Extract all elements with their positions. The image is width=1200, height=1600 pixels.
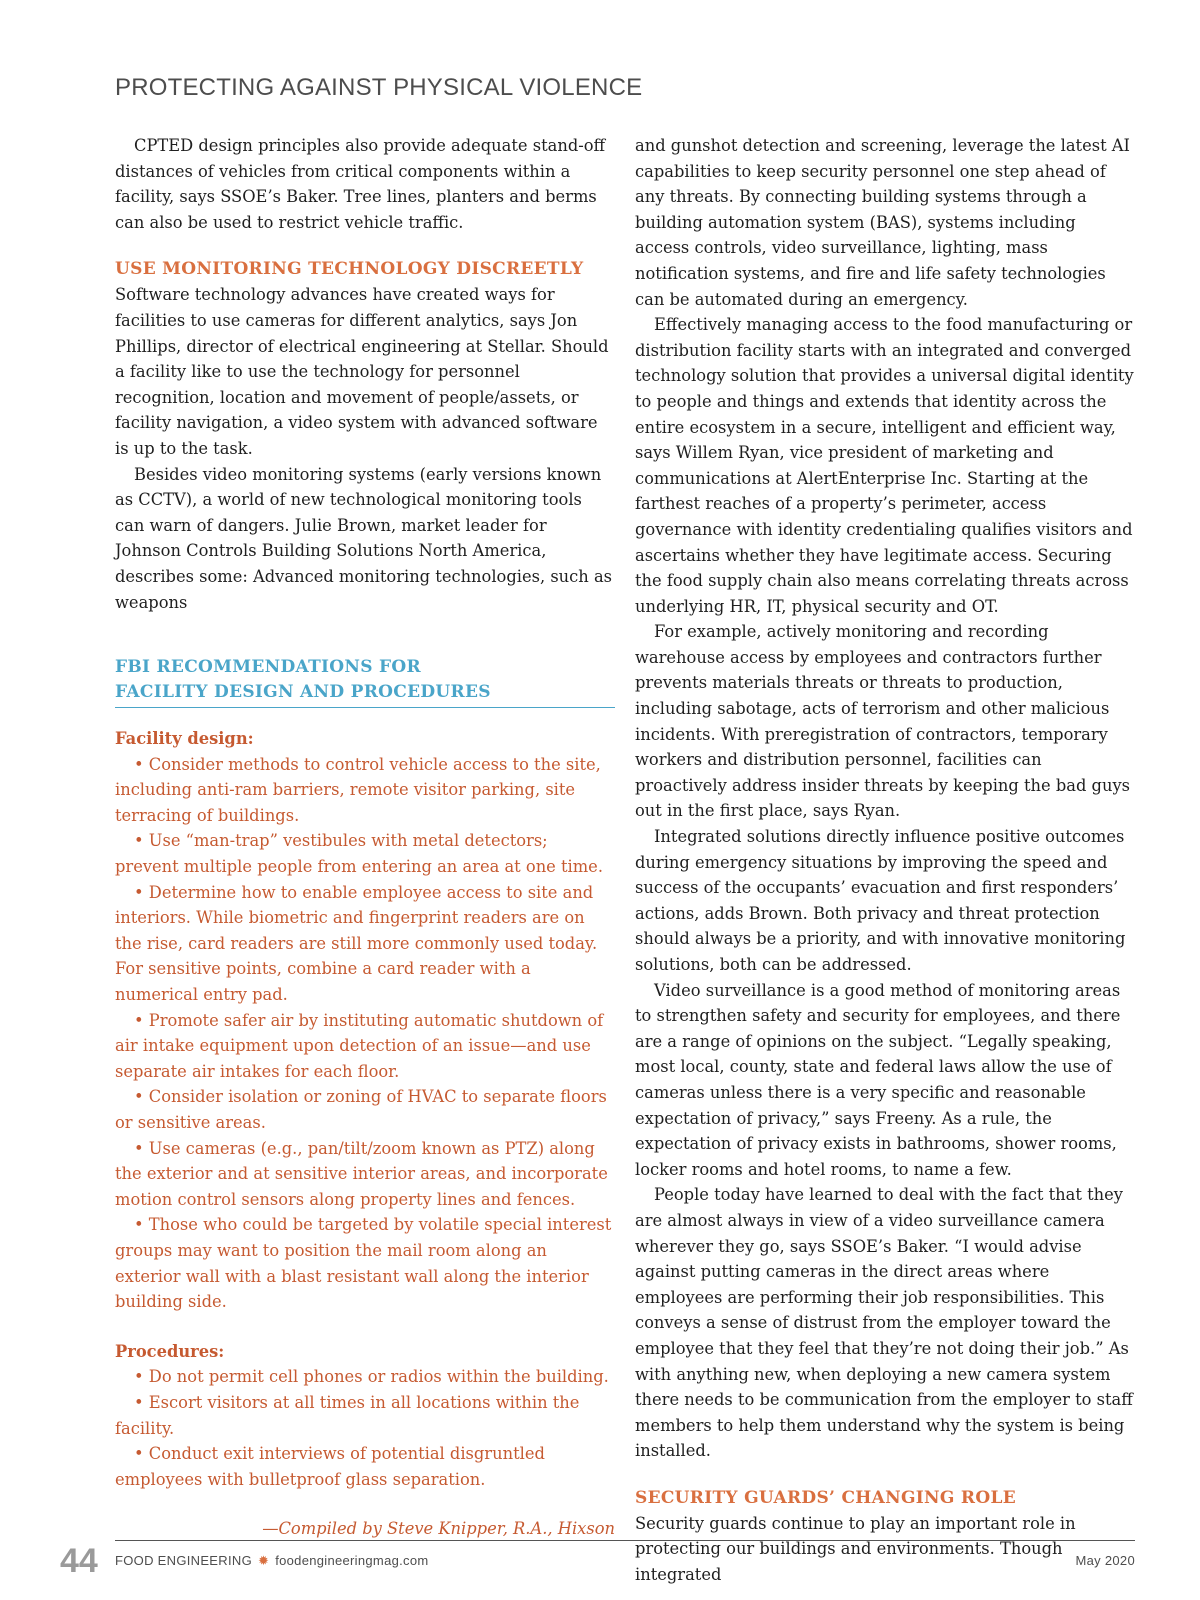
procedures-list [115,1364,615,1492]
right-paragraph-7: Security guards continue to play an important role in protecting our buildings and environments. Though integrated [635,1513,1076,1585]
footer-rule [115,1540,1135,1541]
footer-publication [115,1553,429,1569]
section-title: PROTECTING AGAINST PHYSICAL VIOLENCE [115,74,643,101]
magazine-name: FOOD ENGINEERING [115,1553,252,1568]
intro-paragraph: CPTED design principles also provide adequate stand-off distances of vehicles from critical components within a facility, says SSOE’s Baker. Tree lines, planters and berms can also be used to restrict vehicle traffic. [115,136,606,232]
monitoring-paragraph-2: Besides video monitoring systems (early versions known as CCTV), a world of new technological monitoring tools can warn of dangers. Julie Brown, market leader for Johnson Controls Building Solutions North America, describes some: Advanced monitoring technologies, such as weapons [115,464,613,612]
list-item: • Escort visitors at all times in all locations within the facility. [115,1392,580,1438]
right-paragraph-5: Video surveillance is a good method of monitoring areas to strengthen safety and security for employees, and there are a range of opinions on the subject. “Legally speaking, most local, county, state and federal laws allow the use of cameras unless there is a very specific and reasonable expectation of privacy,” says Freeny. As a rule, the expectation of privacy exists in bathrooms, shower rooms, locker rooms and hotel rooms, to name a few. [635,980,1121,1179]
fbi-title-rule [115,707,615,708]
list-item: • Consider isolation or zoning of HVAC to separate floors or sensitive areas. [115,1087,607,1132]
list-item: • Conduct exit interviews of potential disgruntled employees with bulletproof glass separation. [115,1444,545,1489]
right-paragraph-6: People today have learned to deal with the fact that they are almost always in view of a video surveillance camera wherever they go, says SSOE’s Baker. “I would advise against putting cameras in the direct areas where employees are performing their job responsibilities. This conveys a sense of distrust from the employer toward the employee that they feel that they’re not doing their job.” As with anything new, when deploying a new camera system there needs to be communication from the employer to staff members to help them understand why the system is being installed. [635,1185,1133,1461]
list-item: • Use “man-trap” vestibules with metal detectors; prevent multiple people from entering an area at one time. [115,831,603,877]
right-paragraph-2: Effectively managing access to the food manufacturing or distribution facility starts with an integrated and converged technology solution that provides a universal digital identity to people and things and extends that identity across the entire ecosystem in a secure, intelligent and efficient way, says Willem Ryan, vice president of marketing and communications at AlertEnterprise Inc. Starting at the farthest reaches of a property’s perimeter, access governance with identity credentialing qualifies visitors and ascertains whether they have legitimate access. Securing the food supply chain also means correlating threats across underlying HR, IT, physical security and OT. [635,315,1134,616]
separator-icon: ✹ [257,1553,270,1568]
right-paragraph-1: and gunshot detection and screening, leverage the latest AI capabilities to keep security personnel one step ahead of any threats. By connecting building systems through a building automation system (BAS), systems including access controls, video surveillance, lighting, mass notification systems, and fire and life safety technologies can be automated during an emergency. [635,136,1130,309]
monitoring-paragraph-1: Software technology advances have created ways for facilities to use cameras for different analytics, says Jon Phillips, director of electrical engineering at Stellar. Should a facility like to use the technology for personnel recognition, location and movement of people/assets, or facility navigation, a video system with advanced software is up to the task. [115,285,609,458]
list-item: • Do not permit cell phones or radios within the building. [134,1367,609,1387]
list-item: • Use cameras (e.g., pan/tilt/zoom known as PTZ) along the exterior and at sensitive interior areas, and incorporate motion control sensors along property lines and fences. [115,1138,608,1209]
right-paragraph-4: Integrated solutions directly influence positive outcomes during emergency situations by improving the speed and success of the occupants’ evacuation and first responders’ actions, adds Brown. Both privacy and threat protection should always be a priority, and with innovative monitoring solutions, both can be addressed. [635,827,1126,974]
left-column [115,133,615,1542]
facility-design-list [115,752,615,1315]
heading-monitoring: USE MONITORING TECHNOLOGY DISCREETLY [115,259,584,280]
issue-date: May 2020 [1075,1553,1135,1568]
fbi-title-line-2: FACILITY DESIGN AND PROCEDURES [115,682,491,703]
list-item: • Those who could be targeted by volatile special interest groups may want to position the mail room along an exterior wall with a blast resistant wall along the interior building side. [115,1215,612,1312]
facility-design-label: Facility design: [115,729,254,749]
page-number: 44 [60,1542,98,1580]
sidebar-credit: —Compiled by Steve Knipper, R.A., Hixson [262,1519,615,1539]
procedures-label: Procedures: [115,1341,225,1361]
fbi-sidebar [115,655,615,1542]
right-column [635,133,1135,1588]
list-item: • Determine how to enable employee access to site and interiors. While biometric and fingerprint readers are on the rise, card readers are still more commonly used today. For sensitive points, combine a card reader with a numerical entry pad. [115,882,598,1005]
list-item: • Consider methods to control vehicle access to the site, including anti-ram barriers, remote visitor parking, site terracing of buildings. [115,754,601,825]
fbi-title-line-1: FBI RECOMMENDATIONS FOR [115,657,421,678]
website-link[interactable]: foodengineeringmag.com [275,1553,429,1568]
right-paragraph-3: For example, actively monitoring and recording warehouse access by employees and contractors further prevents materials threats or threats to production, including sabotage, acts of terrorism and other malicious incidents. With preregistration of contractors, temporary workers and distribution personnel, facilities can proactively address insider threats by keeping the bad guys out in the first place, says Ryan. [635,622,1131,821]
list-item: • Promote safer air by instituting automatic shutdown of air intake equipment upon detection of an issue—and use separate air intakes for each floor. [115,1010,604,1081]
heading-security-guards: SECURITY GUARDS’ CHANGING ROLE [635,1487,1016,1508]
